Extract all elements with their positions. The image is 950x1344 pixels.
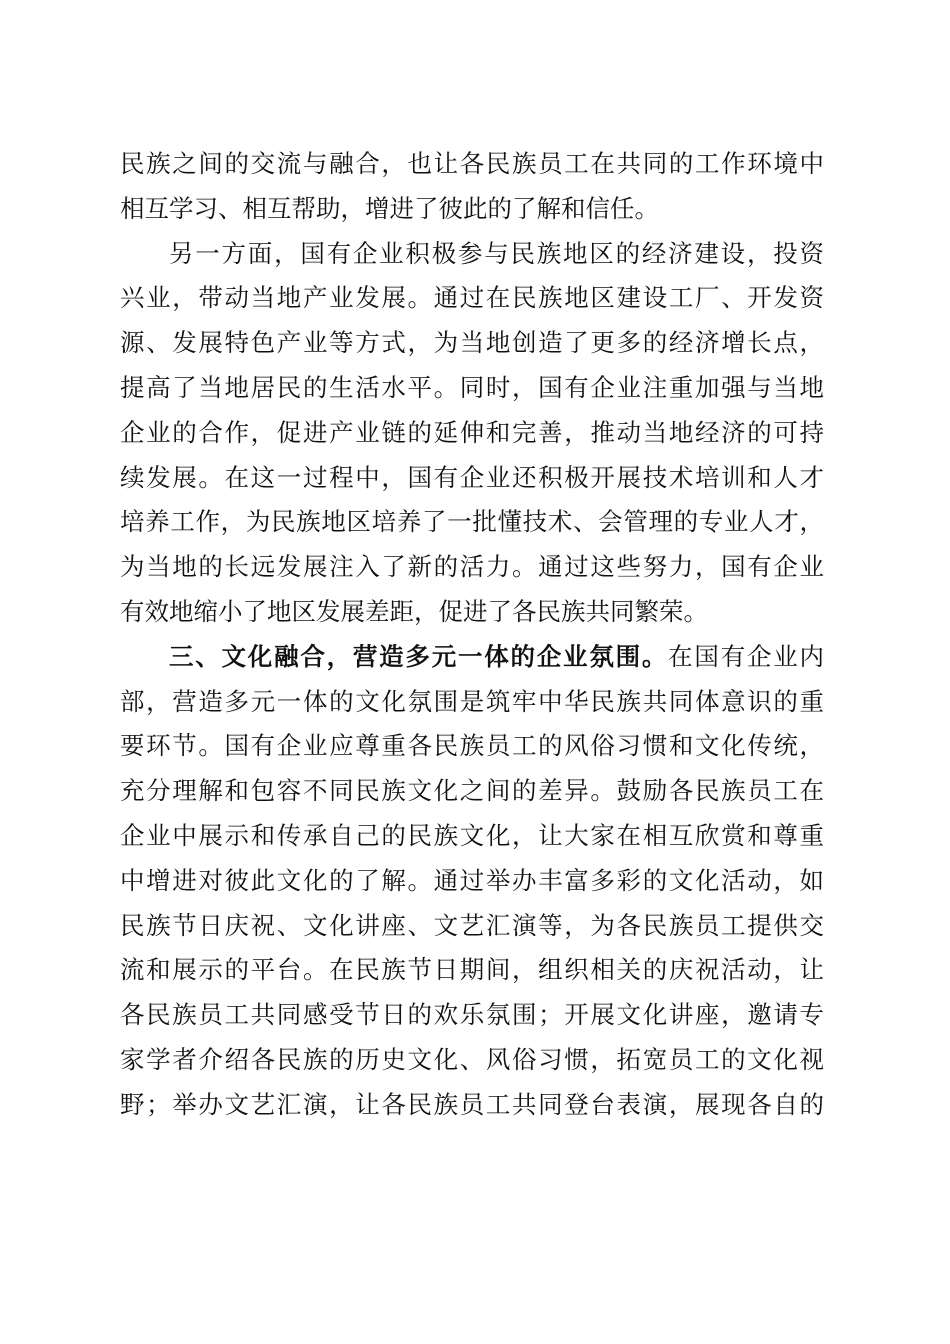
text-line: 相互学习、相互帮助，增进了彼此的了解和信任。 bbox=[120, 193, 659, 223]
heading-line-rest: 在国有企业内 bbox=[668, 641, 825, 671]
section-heading-line bbox=[120, 635, 824, 680]
document-body bbox=[120, 142, 824, 1128]
text-line: 源、发展特色产业等方式，为当地创造了更多的经济增长点， bbox=[120, 328, 824, 358]
text-line: 续发展。在这一过程中，国有企业还积极开展技术培训和人才 bbox=[120, 462, 824, 492]
text-line: 民族之间的交流与融合，也让各民族员工在共同的工作环境中 bbox=[120, 149, 824, 178]
text-line: 兴业，带动当地产业发展。通过在民族地区建设工厂、开发资 bbox=[120, 283, 824, 313]
text-line: 为当地的长远发展注入了新的活力。通过这些努力，国有企业 bbox=[120, 552, 824, 582]
text-line: 有效地缩小了地区发展差距，促进了各民族共同繁荣。 bbox=[120, 596, 708, 626]
section-heading: 三、文化融合，营造多元一体的企业氛围。 bbox=[169, 641, 669, 671]
text-line: 各民族员工共同感受节日的欢乐氛围；开展文化讲座，邀请专 bbox=[120, 1000, 824, 1030]
text-line: 培养工作，为民族地区培养了一批懂技术、会管理的专业人才， bbox=[120, 507, 824, 537]
paragraph-cultural-integration bbox=[120, 635, 824, 1128]
text-line: 要环节。国有企业应尊重各民族员工的风俗习惯和文化传统， bbox=[120, 731, 824, 761]
text-line: 另一方面，国有企业积极参与民族地区的经济建设，投资 bbox=[169, 238, 824, 268]
paragraph-continuation bbox=[120, 142, 824, 232]
text-line: 家学者介绍各民族的历史文化、风俗习惯，拓宽员工的文化视 bbox=[120, 1044, 824, 1074]
text-line: 充分理解和包容不同民族文化之间的差异。鼓励各民族员工在 bbox=[120, 776, 824, 806]
text-line: 企业中展示和传承自己的民族文化，让大家在相互欣赏和尊重 bbox=[120, 820, 824, 850]
text-line: 民族节日庆祝、文化讲座、文艺汇演等，为各民族员工提供交 bbox=[120, 910, 824, 940]
paragraph-economic-development bbox=[120, 232, 824, 635]
text-line: 部，营造多元一体的文化氛围是筑牢中华民族共同体意识的重 bbox=[120, 686, 824, 716]
text-line: 流和展示的平台。在民族节日期间，组织相关的庆祝活动，让 bbox=[120, 955, 824, 985]
text-line: 野；举办文艺汇演，让各民族员工共同登台表演，展现各自的 bbox=[120, 1089, 824, 1119]
text-line: 中增进对彼此文化的了解。通过举办丰富多彩的文化活动，如 bbox=[120, 865, 824, 895]
text-line: 企业的合作，促进产业链的延伸和完善，推动当地经济的可持 bbox=[120, 417, 824, 447]
text-line: 提高了当地居民的生活水平。同时，国有企业注重加强与当地 bbox=[120, 372, 824, 402]
